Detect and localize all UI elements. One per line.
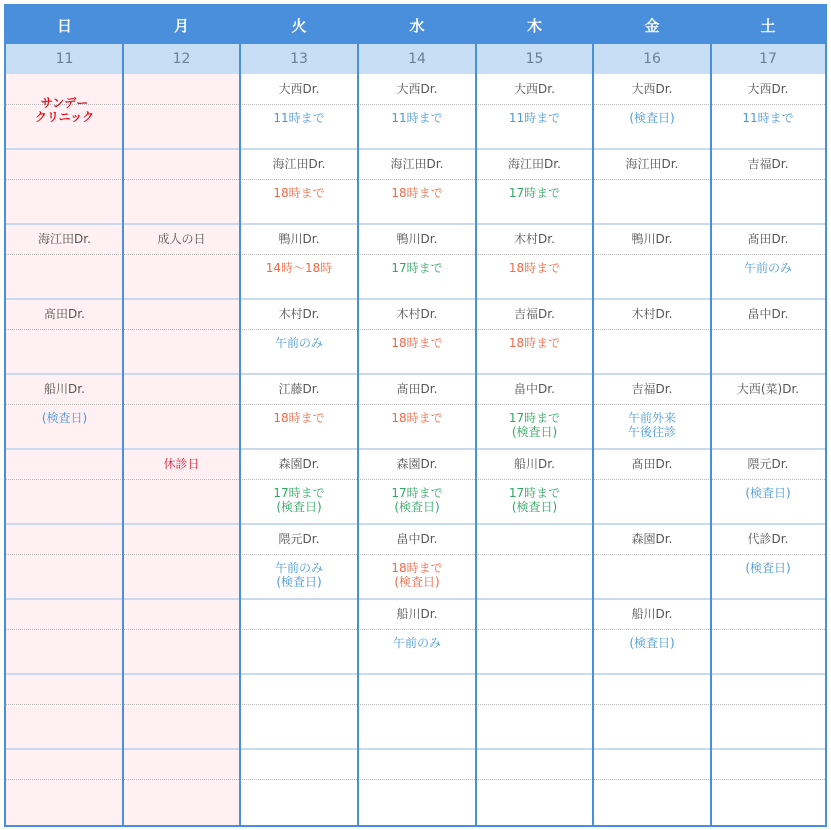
- schedule-note: 17時まで (検査日): [508, 486, 561, 514]
- doctor-name: 吉福Dr.: [747, 157, 789, 171]
- schedule-note: (検査日): [629, 111, 675, 125]
- row-divider: [6, 598, 825, 600]
- doctor-name: 江藤Dr.: [278, 382, 320, 396]
- date-number: 17: [711, 44, 825, 74]
- date-number: 12: [123, 44, 240, 74]
- row-subdivider: [6, 629, 825, 630]
- doctor-name: 吉福Dr.: [631, 382, 673, 396]
- schedule-note: 18時まで: [508, 261, 561, 275]
- date-number: 15: [476, 44, 593, 74]
- date-number: 13: [240, 44, 358, 74]
- doctor-name: 木村Dr.: [514, 232, 555, 246]
- doctor-name: 隈元Dr.: [278, 532, 320, 546]
- special-label: サンデー クリニック: [34, 96, 95, 124]
- date-number: 11: [6, 44, 123, 74]
- row-divider: [6, 298, 825, 300]
- doctor-name: 船川Dr.: [44, 382, 85, 396]
- date-number: 14: [358, 44, 476, 74]
- doctor-name: 海江田Dr.: [38, 232, 91, 246]
- schedule-note: (検査日): [629, 636, 675, 650]
- schedule-note: (検査日): [745, 486, 791, 500]
- schedule-note: 18時まで: [391, 411, 443, 425]
- schedule-note: 17時まで: [508, 186, 561, 200]
- doctor-name: 畠中Dr.: [514, 382, 555, 396]
- schedule-note: 11時まで: [742, 111, 794, 125]
- row-subdivider: [6, 329, 825, 330]
- row-subdivider: [6, 479, 825, 480]
- row-divider: [6, 523, 825, 525]
- schedule-note: 14時〜18時: [265, 261, 333, 275]
- schedule-note: 17時まで (検査日): [391, 486, 443, 514]
- schedule-note: 午前のみ: [392, 636, 441, 650]
- schedule-note: 11時まで: [508, 111, 561, 125]
- row-divider: [6, 373, 825, 375]
- doctor-name: 大西Dr.: [747, 82, 789, 96]
- schedule-note: 11時まで: [273, 111, 325, 125]
- doctor-name: 大西Dr.: [278, 82, 320, 96]
- weekday-header: 月: [123, 6, 240, 44]
- schedule-note: 18時まで: [391, 336, 443, 350]
- row-divider: [6, 148, 825, 150]
- schedule-note: 午前のみ (検査日): [274, 561, 323, 589]
- date-number: 16: [593, 44, 711, 74]
- doctor-name: 森園Dr.: [278, 457, 320, 471]
- row-subdivider: [6, 554, 825, 555]
- row-subdivider: [6, 104, 825, 105]
- row-divider: [6, 448, 825, 450]
- schedule-note: 17時まで (検査日): [273, 486, 325, 514]
- weekday-header: 木: [476, 6, 593, 44]
- doctor-name: 髙田Dr.: [631, 457, 673, 471]
- doctor-name: 大西Dr.: [514, 82, 555, 96]
- schedule-note: (検査日): [41, 411, 88, 425]
- row-divider: [6, 673, 825, 675]
- row-subdivider: [6, 254, 825, 255]
- schedule-note: 18時まで: [508, 336, 561, 350]
- doctor-name: 船川Dr.: [396, 607, 438, 621]
- row-divider: [6, 223, 825, 225]
- weekday-header: 水: [358, 6, 476, 44]
- row-subdivider: [6, 179, 825, 180]
- schedule-note: 18時まで: [391, 186, 443, 200]
- schedule-note: 11時まで: [391, 111, 443, 125]
- doctor-name: 木村Dr.: [278, 307, 320, 321]
- schedule-note: (検査日): [745, 561, 791, 575]
- doctor-name: 鴨川Dr.: [631, 232, 673, 246]
- weekday-header: 日: [6, 6, 123, 44]
- row-subdivider: [6, 404, 825, 405]
- doctor-name: 木村Dr.: [631, 307, 673, 321]
- calendar-week-grid: [4, 4, 827, 827]
- doctor-name: 鴨川Dr.: [396, 232, 438, 246]
- schedule-note: 午前のみ: [274, 336, 323, 350]
- doctor-name: 船川Dr.: [514, 457, 555, 471]
- schedule-note: 午前のみ: [743, 261, 792, 275]
- doctor-name: 海江田Dr.: [390, 157, 444, 171]
- doctor-name: 髙田Dr.: [396, 382, 438, 396]
- doctor-name: 海江田Dr.: [508, 157, 561, 171]
- doctor-name: 木村Dr.: [396, 307, 438, 321]
- doctor-name: 成人の日: [157, 232, 206, 246]
- row-subdivider: [6, 704, 825, 705]
- doctor-name: 畠中Dr.: [747, 307, 789, 321]
- schedule-note: 17時まで (検査日): [508, 411, 561, 439]
- doctor-name: 吉福Dr.: [514, 307, 555, 321]
- row-subdivider: [6, 779, 825, 780]
- schedule-note: 午前外来 午後往診: [627, 411, 676, 439]
- doctor-name: 大西Dr.: [631, 82, 673, 96]
- doctor-name: 船川Dr.: [631, 607, 673, 621]
- doctor-name: 髙田Dr.: [44, 307, 85, 321]
- weekday-header: 火: [240, 6, 358, 44]
- special-label: 休診日: [163, 457, 200, 471]
- doctor-name: 大西(菜)Dr.: [736, 382, 800, 396]
- doctor-name: 海江田Dr.: [625, 157, 679, 171]
- doctor-name: 畠中Dr.: [396, 532, 438, 546]
- row-divider: [6, 748, 825, 750]
- schedule-note: 18時まで (検査日): [391, 561, 443, 589]
- weekday-header: 金: [593, 6, 711, 44]
- doctor-name: 海江田Dr.: [272, 157, 326, 171]
- doctor-name: 髙田Dr.: [747, 232, 789, 246]
- doctor-name: 鴨川Dr.: [278, 232, 320, 246]
- schedule-note: 17時まで: [391, 261, 443, 275]
- doctor-name: 代診Dr.: [747, 532, 789, 546]
- doctor-name: 大西Dr.: [396, 82, 438, 96]
- doctor-name: 森園Dr.: [631, 532, 673, 546]
- schedule-note: 18時まで: [273, 186, 325, 200]
- weekday-header: 土: [711, 6, 825, 44]
- doctor-name: 森園Dr.: [396, 457, 438, 471]
- doctor-name: 隈元Dr.: [747, 457, 789, 471]
- schedule-note: 18時まで: [273, 411, 325, 425]
